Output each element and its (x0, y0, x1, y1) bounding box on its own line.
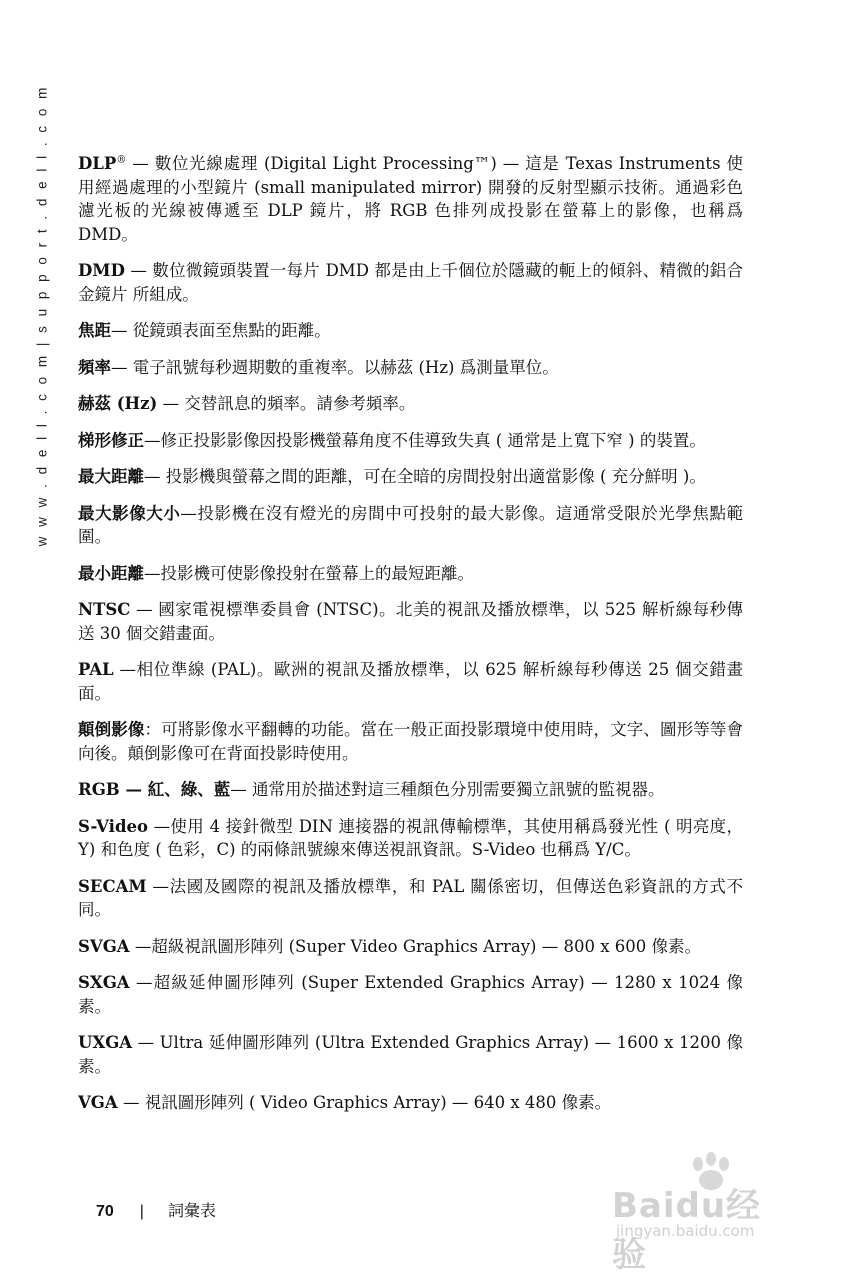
footer-separator: | (139, 1203, 144, 1220)
glossary-entry-hz (78, 392, 743, 416)
entry-term: SECAM (78, 876, 147, 896)
entry-term: DLP (78, 154, 117, 173)
entry-definition: — 視訊圖形陣列 ( Video Graphics Array) — 640 x 480 像素。 (117, 1093, 612, 1112)
baidu-watermark (608, 1150, 788, 1275)
entry-definition: —相位準線 (PAL)。歐洲的視訊及播放標準，以 625 解析線每秒傳送 25 個交錯畫面。 (78, 660, 743, 703)
glossary-entry-s-video (78, 815, 743, 862)
sidebar-url-text: w w w . d e l l . c o m | s u p p o r t . d e l l . c o m (34, 84, 50, 546)
entry-term: 最小距離 (78, 563, 144, 583)
entry-term: UXGA (78, 1033, 133, 1052)
entry-definition: — 投影機與螢幕之間的距離，可在全暗的房間投射出適當影像 ( 充分鮮明 )。 (144, 467, 706, 486)
entry-term: 最大影像大小 (78, 503, 181, 523)
entry-term: S-Video (78, 816, 148, 836)
entry-term: DMD (78, 261, 125, 280)
entry-definition: —超級視訊圖形陣列 (Super Video Graphics Array) — 800 x 600 像素。 (129, 936, 701, 956)
entry-term: 最大距離 (78, 467, 144, 486)
glossary-entry-max-image-size (78, 502, 743, 549)
glossary-entry-focal-length (78, 319, 743, 343)
glossary-entry-dmd (78, 259, 743, 306)
glossary-entry-svga (78, 935, 743, 959)
entry-definition: — 通常用於描述對這三種顏色分別需要獨立訊號的監視器。 (230, 780, 665, 799)
glossary-entry-reverse-image (78, 718, 743, 765)
entry-term: 赫茲 (Hz) (78, 394, 158, 413)
glossary-entry-uxga (78, 1031, 743, 1078)
entry-definition: —修正投影影像因投影機螢幕角度不佳導致失真 ( 通常是上寬下窄 ) 的裝置。 (144, 430, 706, 450)
entry-term: 顛倒影像 (78, 720, 145, 739)
glossary-entry-vga (78, 1091, 743, 1115)
glossary-entry-sxga (78, 971, 743, 1018)
glossary-entry-max-distance (78, 465, 743, 489)
entry-term: 頻率 (78, 357, 111, 377)
entry-definition: — 從鏡頭表面至焦點的距離。 (111, 321, 331, 340)
glossary-entry-frequency (78, 356, 743, 380)
glossary-entry-min-distance (78, 562, 743, 586)
entry-definition: —法國及國際的視訊及播放標準，和 PAL 關係密切，但傳送色彩資訊的方式不同。 (78, 876, 743, 919)
entry-definition: —超級延伸圖形陣列 (Super Extended Graphics Array) — 1280 x 1024 像素。 (78, 973, 743, 1016)
entry-definition: — 國家電視標準委員會 (NTSC)。北美的視訊及播放標準，以 525 解析線每秒傳送 30 個交錯畫面。 (78, 600, 743, 643)
section-name: 詞彙表 (167, 1201, 216, 1220)
entry-term: NTSC (78, 600, 131, 619)
entry-term: SVGA (78, 936, 130, 956)
glossary-entry-pal (78, 658, 743, 705)
entry-term: SXGA (78, 973, 130, 992)
entry-definition: ：可將影像水平翻轉的功能。當在一般正面投影環境中使用時，文字、圖形等等會向後。顛倒影像可在背面投影時使用。 (78, 720, 744, 763)
entry-term: PAL (78, 660, 114, 679)
entry-term: 焦距 (78, 321, 111, 340)
page-number: 70 (96, 1203, 114, 1220)
entry-term: 梯形修正 (78, 430, 144, 450)
glossary-entry-rgb (78, 778, 743, 802)
glossary-entry-ntsc (78, 598, 743, 645)
watermark-url: jingyan.baidu.com (616, 1222, 755, 1240)
entry-term: VGA (78, 1093, 118, 1112)
sidebar-url (22, 84, 62, 546)
entry-definition: — 數位微鏡頭裝置一每片 DMD 都是由上千個位於隱藏的軛上的傾斜、精微的鋁合金鏡片 所組成。 (78, 261, 743, 304)
entry-definition: — 電子訊號每秒週期數的重複率。以赫茲 (Hz) 爲測量單位。 (111, 357, 559, 377)
entry-definition: —投影機可使影像投射在螢幕上的最短距離。 (144, 563, 474, 583)
glossary-entry-secam (78, 875, 743, 922)
entry-term: RGB — 紅、綠、藍 (78, 780, 231, 799)
glossary-entry-keystone (78, 429, 743, 453)
entry-definition: — 數位光線處理 (Digital Light Processing™) — 這是 Texas Instruments 使用經過處理的小型鏡片 (small manipulated mirror) 開發的反射型顯示技術。通過彩色濾光板的光線被傳遞至 DLP 鏡片，將 RGB 色排列成投影在螢幕上的影像，也稱爲 DMD。 (78, 154, 743, 244)
entry-definition: — 交替訊息的頻率。請參考頻率。 (157, 394, 416, 413)
glossary-entry-dlp (78, 152, 743, 246)
watermark-brand: Baidu经验 (612, 1186, 762, 1275)
glossary-content (78, 152, 743, 1128)
entry-definition: — Ultra 延伸圖形陣列 (Ultra Extended Graphics Array) — 1600 x 1200 像素。 (78, 1033, 743, 1076)
entry-definition: —投影機在沒有燈光的房間中可投射的最大影像。這通常受限於光學焦點範圍。 (78, 503, 744, 546)
page-footer (96, 1198, 216, 1221)
entry-definition: —使用 4 接針微型 DIN 連接器的視訊傳輸標準，其使用稱爲發光性 ( 明亮度，Y) 和色度 ( 色彩，C) 的兩條訊號線來傳送視訊資訊。S-Video 也稱爲 Y/C。 (78, 816, 743, 859)
entry-sup: ® (116, 154, 127, 166)
